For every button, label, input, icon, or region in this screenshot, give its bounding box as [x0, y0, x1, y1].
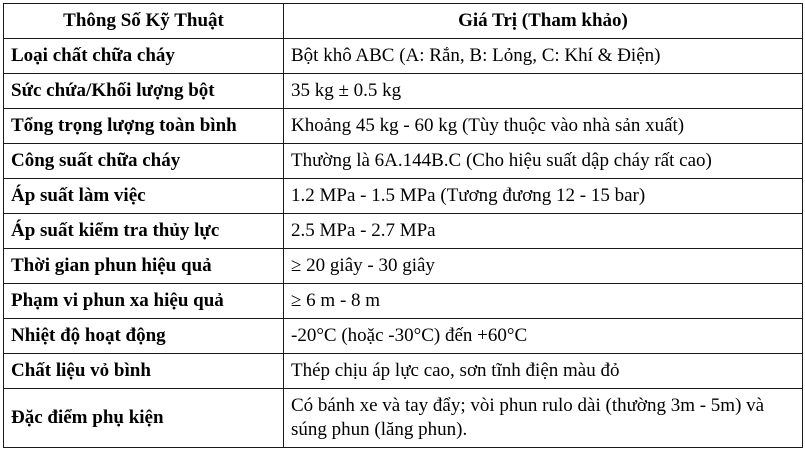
table-row — [4, 179, 803, 214]
row-label: Sức chứa/Khối lượng bột — [4, 74, 284, 109]
row-value: Có bánh xe và tay đẩy; vòi phun rulo dài (thường 3m - 5m) và súng phun (lăng phun). — [284, 389, 803, 448]
row-value: Khoảng 45 kg - 60 kg (Tùy thuộc vào nhà sản xuất) — [284, 109, 803, 144]
table-row — [4, 39, 803, 74]
row-label: Đặc điểm phụ kiện — [4, 389, 284, 448]
row-label: Tổng trọng lượng toàn bình — [4, 109, 284, 144]
row-label: Thời gian phun hiệu quả — [4, 249, 284, 284]
row-value: 35 kg ± 0.5 kg — [284, 74, 803, 109]
table-row — [4, 144, 803, 179]
table-row — [4, 389, 803, 448]
table-row — [4, 109, 803, 144]
row-value: -20°C (hoặc -30°C) đến +60°C — [284, 319, 803, 354]
row-value: Thép chịu áp lực cao, sơn tĩnh điện màu đỏ — [284, 354, 803, 389]
row-label: Công suất chữa cháy — [4, 144, 284, 179]
row-value: Thường là 6A.144B.C (Cho hiệu suất dập cháy rất cao) — [284, 144, 803, 179]
header-spec: Thông Số Kỹ Thuật — [4, 4, 284, 39]
row-label: Phạm vi phun xa hiệu quả — [4, 284, 284, 319]
table-row — [4, 354, 803, 389]
row-label: Chất liệu vỏ bình — [4, 354, 284, 389]
header-value: Giá Trị (Tham khảo) — [284, 4, 803, 39]
row-value: Bột khô ABC (A: Rắn, B: Lỏng, C: Khí & Điện) — [284, 39, 803, 74]
spec-table — [3, 3, 803, 448]
row-label: Loại chất chữa cháy — [4, 39, 284, 74]
row-value: 1.2 MPa - 1.5 MPa (Tương đương 12 - 15 bar) — [284, 179, 803, 214]
row-value: 2.5 MPa - 2.7 MPa — [284, 214, 803, 249]
table-row — [4, 74, 803, 109]
header-row — [4, 4, 803, 39]
row-label: Áp suất làm việc — [4, 179, 284, 214]
row-value: ≥ 6 m - 8 m — [284, 284, 803, 319]
table-row — [4, 319, 803, 354]
table-row — [4, 249, 803, 284]
table-row — [4, 284, 803, 319]
row-label: Nhiệt độ hoạt động — [4, 319, 284, 354]
row-label: Áp suất kiểm tra thủy lực — [4, 214, 284, 249]
row-value: ≥ 20 giây - 30 giây — [284, 249, 803, 284]
table-row — [4, 214, 803, 249]
